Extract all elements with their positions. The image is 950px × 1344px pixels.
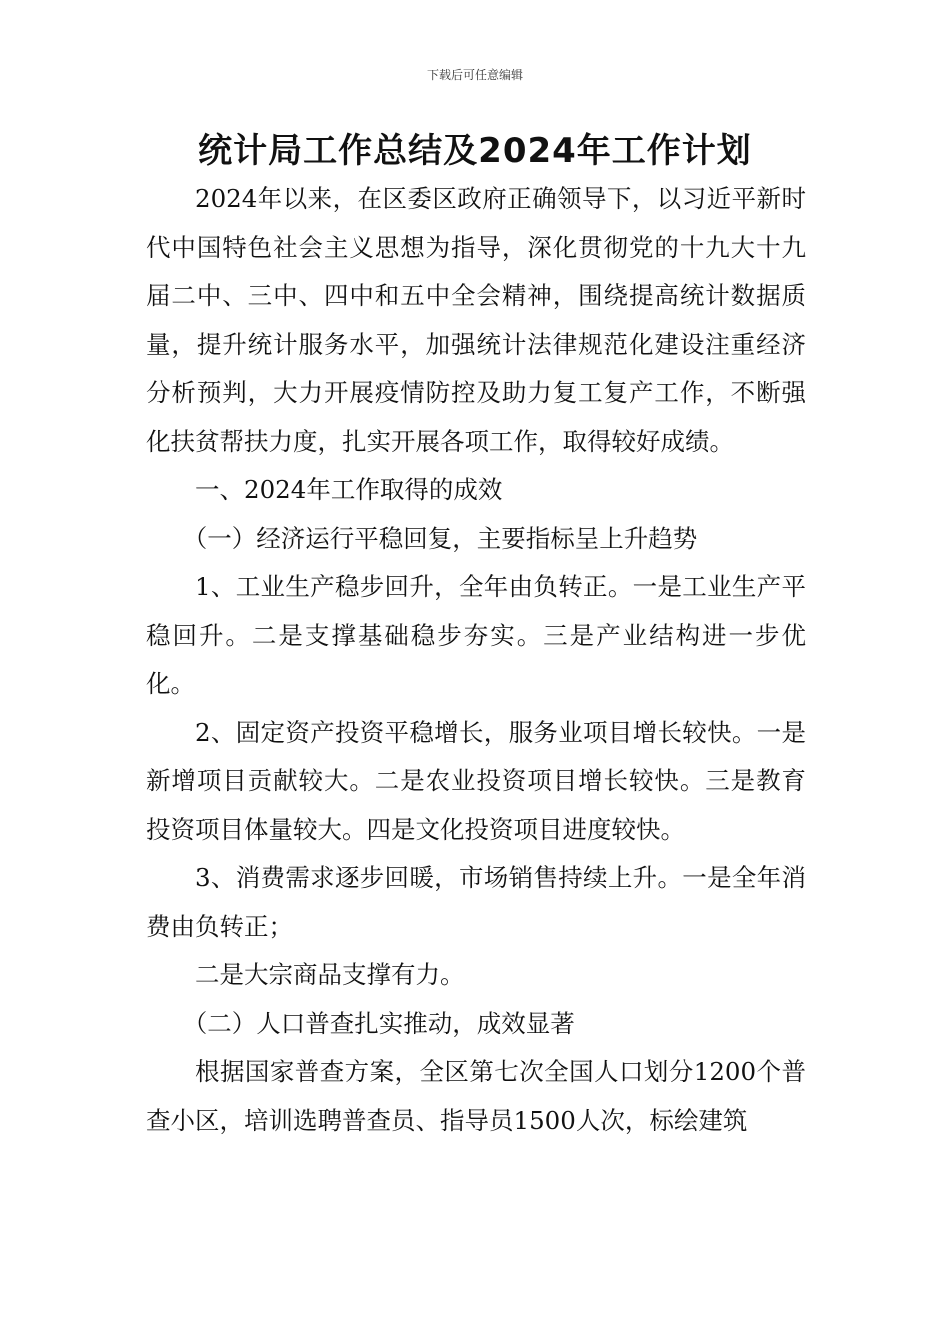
document-title: 统计局工作总结及2024年工作计划 (198, 131, 752, 171)
paragraph-census: 根据国家普查方案，全区第七次全国人口划分1200个普查小区，培训选聘普查员、指导员1500人次，标绘建筑 (146, 1057, 806, 1135)
section-heading-1: 一、2024年工作取得的成效 (195, 475, 503, 504)
paragraph-investment: 2、固定资产投资平稳增长，服务业项目增长较快。一是新增项目贡献较大。二是农业投资项目增长较快。三是教育投资项目体量较大。四是文化投资项目进度较快。 (146, 717, 806, 844)
intro-paragraph: 2024年以来，在区委区政府正确领导下，以习近平新时代中国特色社会主义思想为指导，深化贯彻党的十九大十九届二中、三中、四中和五中全会精神，围绕提高统计数据质量，提升统计服务水平，加强统计法律规范化建设注重经济分析预判，大力开展疫情防控及助力复工复产工作，不断强化扶贫帮扶力度，扎实开展各项工作，取得较好成绩。 (146, 184, 806, 456)
document-body (146, 175, 806, 1145)
paragraph-consumption: 3、消费需求逐步回暖，市场销售持续上升。一是全年消费由负转正； (146, 863, 806, 941)
paragraph-industry: 1、工业生产稳步回升，全年由负转正。一是工业生产平稳回升。二是支撑基础稳步夯实。三是产业结构进一步优化。 (146, 572, 806, 698)
header-note: 下载后可任意编辑 (426, 68, 523, 82)
subsection-heading-1: （一）经济运行平稳回复，主要指标呈上升趋势 (182, 523, 698, 553)
paragraph-commodities: 二是大宗商品支撑有力。 (195, 960, 465, 989)
subsection-heading-2: （二）人口普查扎实推动，成效显著 (182, 1008, 575, 1038)
